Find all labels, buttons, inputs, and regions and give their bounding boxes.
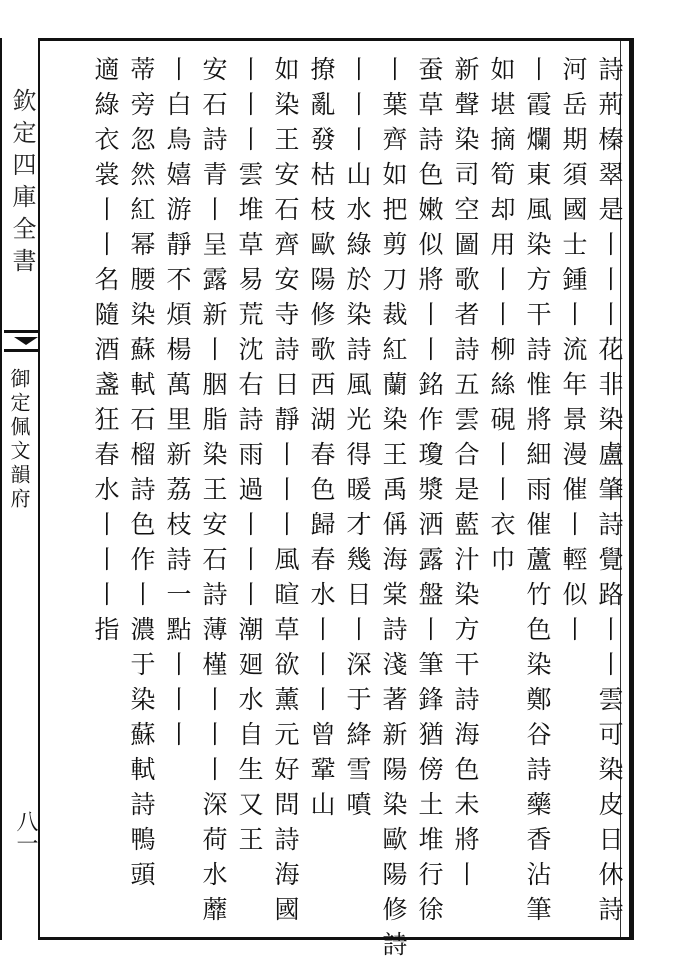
text-column-13: 丨白鳥嬉游靜不煩楊萬里新荔枝詩一點丨丨丨	[163, 56, 192, 756]
text-column-14: 蒂旁忽然紅幂腰染蘇軾石榴詩色作丨濃于染蘇軾詩鴨頭	[127, 56, 156, 896]
text-column-7: 丨葉齊如把剪刀裁紅蘭染王禹偁海棠詩淺著新陽染歐陽修詩	[379, 56, 408, 966]
text-column-5: 新聲染司空圖歌者詩五雲合是藍汁染方干詩海色未將丨	[451, 56, 480, 896]
text-column-12: 安石詩青丨呈露新丨胭脂染王安石詩薄槿丨丨丨深荷水蘼	[199, 56, 228, 931]
text-column-9: 撩亂發枯枝歐陽修歌西湖春色歸春水丨丨丨曾鞏山	[307, 56, 336, 826]
margin-book-title: 御定佩文韻府	[7, 368, 31, 512]
margin-page-number: 八一	[13, 810, 38, 854]
fish-tail-mark-icon	[4, 330, 38, 352]
text-column-6: 蚕草詩色嫩似將丨丨銘作瓊漿洒露盤丨筆鋒猶傍土堆行徐	[415, 56, 444, 931]
text-column-15: 適綠衣裳丨丨名隨酒盞狂春水丨丨丨指	[91, 56, 120, 651]
margin-title: 欽定四庫全書	[8, 88, 36, 280]
text-column-4: 如堪摘筍却用丨丨柳絲硯丨丨衣巾	[487, 56, 516, 581]
text-column-11: 丨丨丨雲堆草易荒沈右詩雨過丨丨丨潮廻水自生又王	[235, 56, 264, 861]
margin-strip	[0, 38, 40, 940]
text-column-3: 丨霞爛東風染方干詩惟將細雨催蘆竹色染鄭谷詩藥香沾筆	[523, 56, 552, 931]
text-column-10: 如染王安石齊安寺詩日靜丨丨丨風暄草欲薰元好問詩海國	[271, 56, 300, 931]
text-column-2: 河岳期須國士鍾丨流年景漫催丨輕似丨	[559, 56, 588, 651]
text-column-1: 詩荊榛翠是丨丨丨花非染盧肇詩覺路丨丨雲可染皮日休詩	[595, 56, 624, 931]
text-column-8: 丨丨丨山水綠於染詩風光得暖才幾日丨深于絳雪噴	[343, 56, 372, 826]
